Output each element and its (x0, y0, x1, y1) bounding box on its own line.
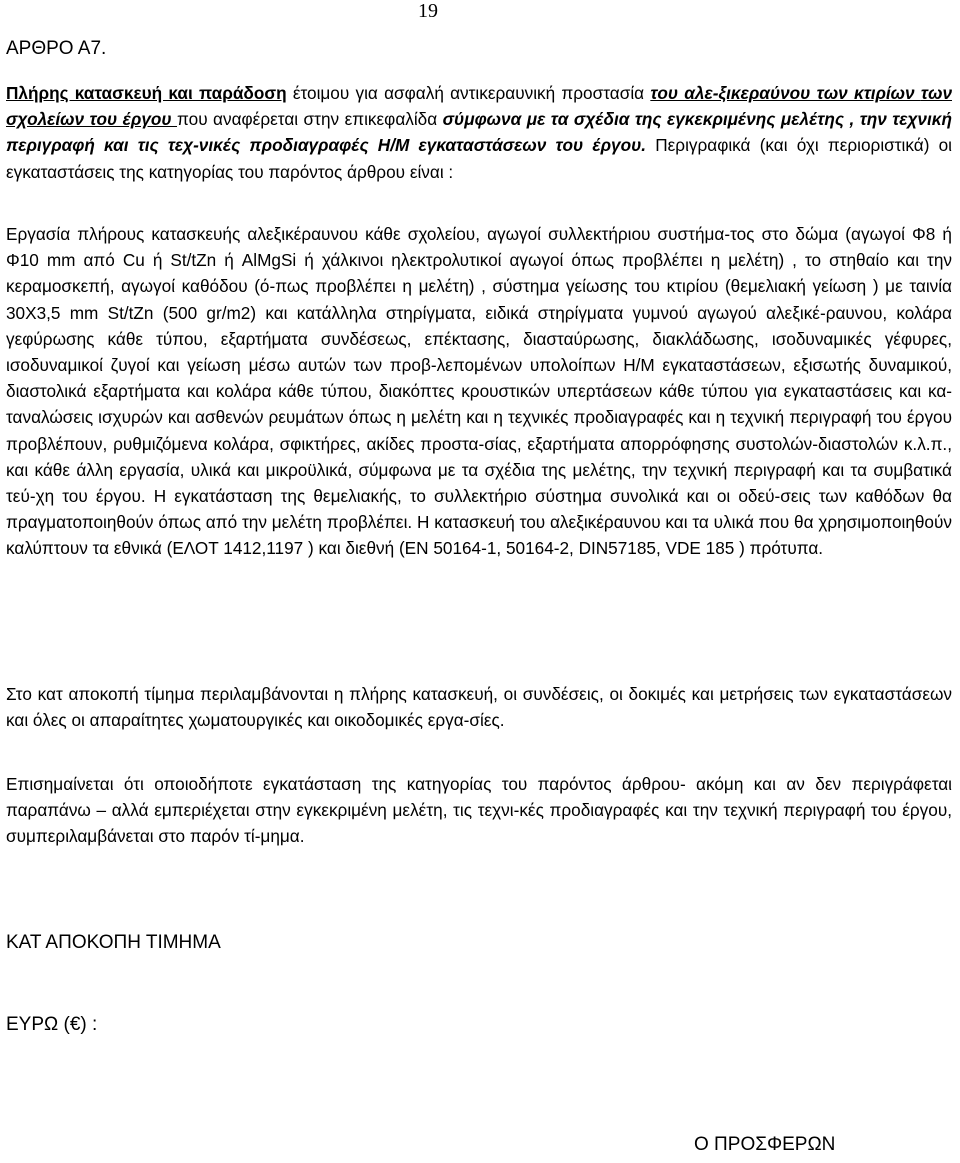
page-number: 19 (418, 0, 438, 22)
intro-bold-italic-underline: του αλε-ξικεραύνου των κτιρίων (650, 83, 921, 103)
intro-bold-underline: Πλήρης κατασκευή και παράδοση (6, 83, 287, 103)
description-paragraph: Εργασία πλήρους κατασκευής αλεξικέραυνου κάθε σχολείου, αγωγοί συλλεκτήριου συστήμα-τος στο δώμα (αγωγοί Φ8 ή Φ10 mm από Cu ή St/tZn ή AlMgSi ή χάλκινοι ηλεκτρολυτικοί αγωγοί όπως προβλέπει η μελέτη) , το στηθαίο και την κεραμοσκεπή, αγωγοί καθόδου (ό-πως προβλέπει η μελέτη) , σύστημα γείωσης του κτιρίου (θεμελιακή γείωση ) με ταινία 30Χ3,5 mm St/tZn (500 gr/m2) και κατάλληλα στηρίγματα, ειδικά στηρίγματα γυμνού αγωγού αλεξικέ-ραυνου, κολάρα γεφύρωσης κάθε τύπου, εξαρτήματα συνδέσεως, επέκτασης, διασταύρωσης, διακλάδωσης, ισοδυναμικές γέφυρες, ισοδυναμικοί ζυγοί και γείωση μέσω αυτών των προβ-λεπομένων υπολοίπων Η/Μ εγκαταστάσεων, εξισωτής δυναμικού, διαστολικά εξαρτήματα και κολάρα κάθε τύπου, διακόπτες κρουστικών υπερτάσεων κάθε τύπου για εγκαταστάσεις και κα-ταναλώσεις ισχυρών και ασθενών ρευμάτων όπως η μελέτη και η τεχνικές προδιαγραφές και η τεχνική περιγραφή του έργου προβλέπουν, ρυθμιζόμενα κολάρα, σφικτήρες, ακίδες προστα-σίας, εξαρτήματα απορρόφησης συστολών-διαστολών κ.λ.π., και κάθε άλλη εργασία, υλικά και μικροϋλικά, σύμφωνα με τα σχέδια της μελέτης, την τεχνική περιγραφή και τα συμβατικά τεύ-χη του έργου. Η εγκατάσταση της θεμελιακής, το συλλεκτήριο σύστημα συνολικά και οι οδεύ-σεις των καθόδων θα πραγματοποιηθούν όπως από την μελέτη προβλέπει. Η κατασκευή του αλεξικέραυνου και τα υλικά που θα χρησιμοποιηθούν καλύπτουν τα εθνικά (ΕΛΟΤ 1412,1197 ) και διεθνή (EN 50164-1, 50164-2, DIN57185, VDE 185 ) πρότυπα. (6, 224, 952, 559)
inclusion-paragraph: Στο κατ αποκοπή τίμημα περιλαμβάνονται η πλήρης κατασκευή, οι συνδέσεις, οι δοκιμές και μετρήσεις των εγκαταστάσεων και όλες οι απαραίτητες χωματουργικές και οικοδομικές εργα-σίες. (6, 684, 952, 731)
intro-paragraph (6, 80, 952, 185)
euro-label: ΕΥΡΩ (€) : (6, 1014, 98, 1035)
article-title: ΑΡΘΡΟ Α7. (6, 38, 107, 59)
price-title: ΚΑΤ ΑΠΟΚΟΠΗ ΤΙΜΗΜΑ (6, 932, 221, 953)
note-paragraph: Επισημαίνεται ότι οποιοδήποτε εγκατάσταση της κατηγορίας του παρόντος άρθρου- ακόμη και αν δεν περιγράφεται παραπάνω – αλλά εμπεριέχεται στην εγκεκριμένη μελέτη, τις τεχνι-κές προδιαγραφές και την τεχνική περιγραφή του έργου, συμπεριλαμβάνεται στο παρόν τί-μημα. (6, 774, 952, 847)
intro-text: έτοιμου για ασφαλή αντικεραυνική προστασία (286, 83, 651, 103)
intro-text-2: που αναφέρεται στην επικεφαλίδα (177, 109, 443, 130)
bidder-label: Ο ΠΡΟΣΦΕΡΩΝ (694, 1134, 836, 1155)
intro-text-3: Περιγραφικά (και όχι περιοριστικά) οι εγκαταστάσεις της κατηγορίας του παρόντος άρθρου είναι : (6, 135, 952, 182)
intro-bold-italic: σύμφωνα με τα σχέδια της εγκεκριμένης μελέτης , την τεχνική περιγραφή και τις τεχ-νικές προδιαγραφές Η/Μ εγκαταστάσεων του έργου. (6, 109, 952, 156)
intro-bold-italic-underline-2: των σχολείων του έργου (6, 83, 952, 130)
